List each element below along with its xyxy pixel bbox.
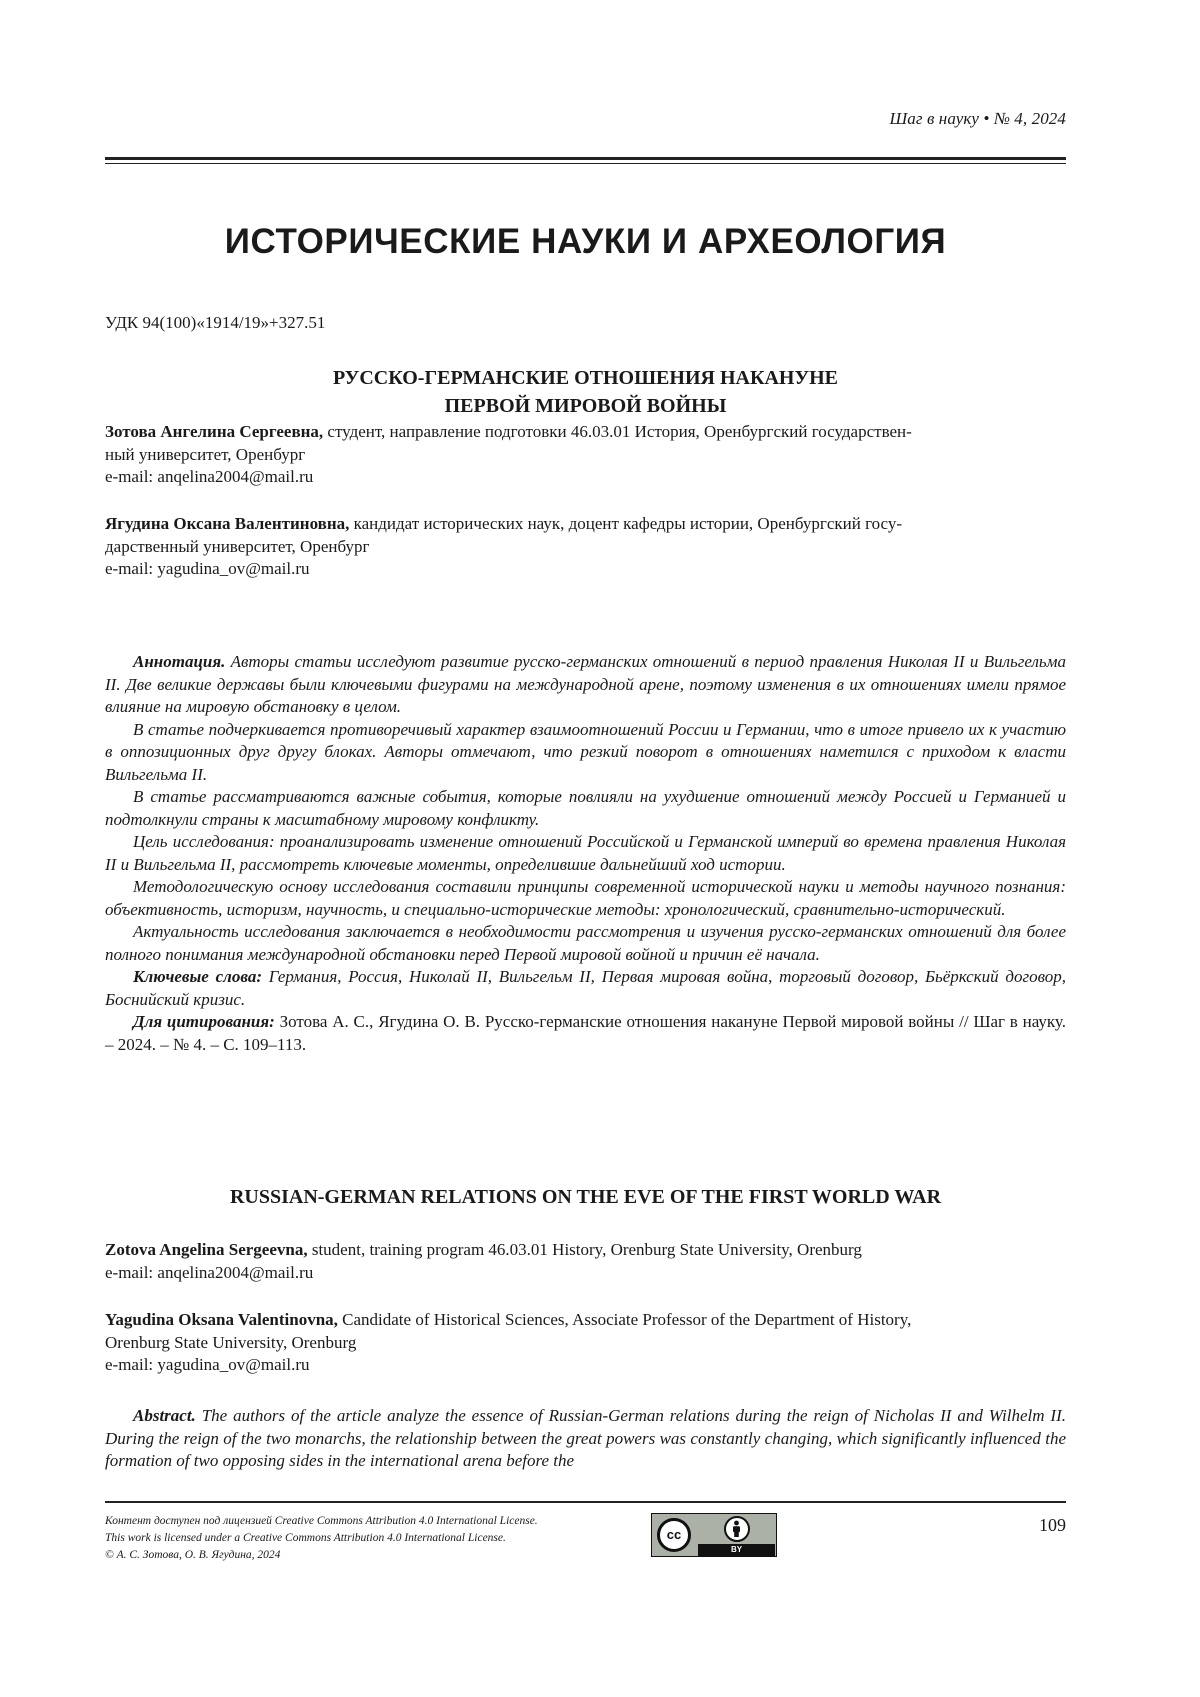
article-title-en: RUSSIAN-GERMAN RELATIONS ON THE EVE OF THE FIRST WORLD WAR: [229, 1186, 942, 1208]
copyright: © А. С. Зотова, О. В. Ягудина, 2024: [105, 1549, 281, 1561]
article-title-line-1: РУССКО-ГЕРМАНСКИЕ ОТНОШЕНИЯ НАКАНУНЕ: [332, 367, 839, 389]
author-name: Ягудина Оксана Валентиновна,: [105, 514, 350, 533]
abstract-paragraph: Abstract. The authors of the article analyze the essence of Russian-German relations during the reign of Nicholas II and Wilhelm II. During the reign of the two monarchs, the relationship between the great powers was constantly changing, which significantly influenced the formation of two opposing sides in the international arena before the: [105, 1406, 1066, 1470]
abstract-ru: [105, 651, 1066, 1056]
author-name: Зотова Ангелина Сергеевна,: [105, 422, 324, 441]
author-en-1: [105, 1239, 1066, 1284]
footer-rule: [105, 1501, 1066, 1503]
citation-label: Для цитирования:: [133, 1012, 275, 1031]
keywords: Германия, Россия, Николай II, Вильгельм II, Первая мировая война, торговый договор, Бьёркский договор, Боснийский кризис.: [105, 967, 1066, 1009]
keywords-paragraph: [105, 966, 1066, 1011]
abstract-paragraph: Цель исследования: проанализировать изменение отношений Российской и Германской империй во времена правления Николая II и Вильгельма II, рассмотреть ключевые моменты, определившие дальнейший ход истории.: [105, 832, 1066, 874]
abstract-en: [105, 1405, 1066, 1473]
abstract-paragraph: Методологическую основу исследования составили принципы современной исторической науки и методы научного познания: объективность, историзм, научность, и специально-исторические методы: хронологический, сравнительно-исторический.: [105, 877, 1066, 919]
abstract-paragraph: Аннотация. Авторы статьи исследуют развитие русско-германских отношений в период правления Николая II и Вильгельма II. Две великие державы были ключевыми фигурами на международной арене, поэтому изменения в их отношениях имели прямое влияние на мировую обстановку в целом.: [105, 652, 1066, 716]
author-affiliation-cont: Orenburg State University, Orenburg: [105, 1332, 357, 1352]
author-name: Yagudina Oksana Valentinovna,: [105, 1310, 338, 1329]
page-number: 109: [1039, 1515, 1066, 1535]
author-affiliation-line: [105, 1309, 1066, 1332]
author-name: Zotova Angelina Sergeevna,: [105, 1240, 308, 1259]
license-en: This work is licensed under a Creative Commons Attribution 4.0 International License.: [105, 1532, 506, 1544]
abstract-paragraph: Актуальность исследования заключается в необходимости рассмотрения и изучения русско-германских отношений для более полного понимания международной обстановки перед Первой мировой войной и причин её начала.: [105, 922, 1066, 964]
author-affiliation: студент, направление подготовки 46.03.01 История, Оренбургский государствен-: [323, 422, 912, 441]
running-head: Шаг в науку • № 4, 2024: [889, 109, 1066, 128]
abstract-label: Аннотация.: [133, 652, 226, 671]
article-title-ru: [105, 364, 1066, 420]
author-affiliation-line: [105, 513, 1066, 536]
author-email: e-mail: yagudina_ov@mail.ru: [105, 559, 310, 578]
abstract-paragraph: В статье подчеркивается противоречивый характер взаимоотношений России и Германии, что в итоге привело их к участию в оппозиционных друг другу блоках. Авторы отмечают, что резкий поворот в отношениях наметился с приходом к власти Вильгельма II.: [105, 719, 1066, 784]
header-rule-thin: [105, 163, 1066, 164]
author-ru-1: [105, 421, 1066, 489]
citation: Зотова А. С., Ягудина О. В. Русско-германские отношения накануне Первой мировой войны // Шаг в науку. – 2024. – № 4. – С. 109–113.: [105, 1012, 1066, 1054]
author-ru-2: [105, 513, 1066, 581]
cc-icon: cc: [657, 1518, 691, 1552]
footer-license-notes: [105, 1513, 665, 1564]
author-affiliation: Candidate of Historical Sciences, Associate Professor of the Department of History,: [337, 1310, 912, 1329]
author-email: e-mail: anqelina2004@mail.ru: [105, 467, 314, 486]
by-label: BY: [698, 1544, 775, 1556]
article-title-line-2: ПЕРВОЙ МИРОВОЙ ВОЙНЫ: [444, 395, 727, 417]
udk-code: УДК 94(100)«1914/19»+327.51: [105, 313, 326, 332]
author-email: e-mail: anqelina2004@mail.ru: [105, 1262, 314, 1282]
abstract-label: Abstract.: [133, 1406, 196, 1425]
attribution-person-icon: [724, 1516, 750, 1542]
author-affiliation-cont: дарственный университет, Оренбург: [105, 536, 370, 556]
header-rule-thick: [105, 157, 1066, 160]
author-affiliation-line: [105, 421, 1066, 444]
cc-by-license-badge: [651, 1513, 777, 1557]
citation-paragraph: [105, 1011, 1066, 1056]
author-en-2: [105, 1309, 1066, 1377]
author-email: e-mail: yagudina_ov@mail.ru: [105, 1355, 310, 1374]
author-affiliation-line: [105, 1239, 1066, 1262]
abstract-paragraph: В статье рассматриваются важные события, которые повлияли на ухудшение отношений между Россией и Германией и подтолкнули страны к масштабному мировому конфликту.: [105, 787, 1066, 829]
section-title: ИСТОРИЧЕСКИЕ НАУКИ И АРХЕОЛОГИЯ: [224, 222, 947, 261]
license-ru: Контент доступен под лицензией Creative Commons Attribution 4.0 International License.: [105, 1515, 538, 1527]
person-icon: [729, 1520, 744, 1538]
author-affiliation: кандидат исторических наук, доцент кафедры истории, Оренбургский госу-: [349, 514, 903, 533]
author-affiliation-cont: ный университет, Оренбург: [105, 444, 306, 464]
author-affiliation: student, training program 46.03.01 History, Orenburg State University, Orenburg: [307, 1240, 862, 1259]
keywords-label: Ключевые слова:: [133, 967, 262, 986]
